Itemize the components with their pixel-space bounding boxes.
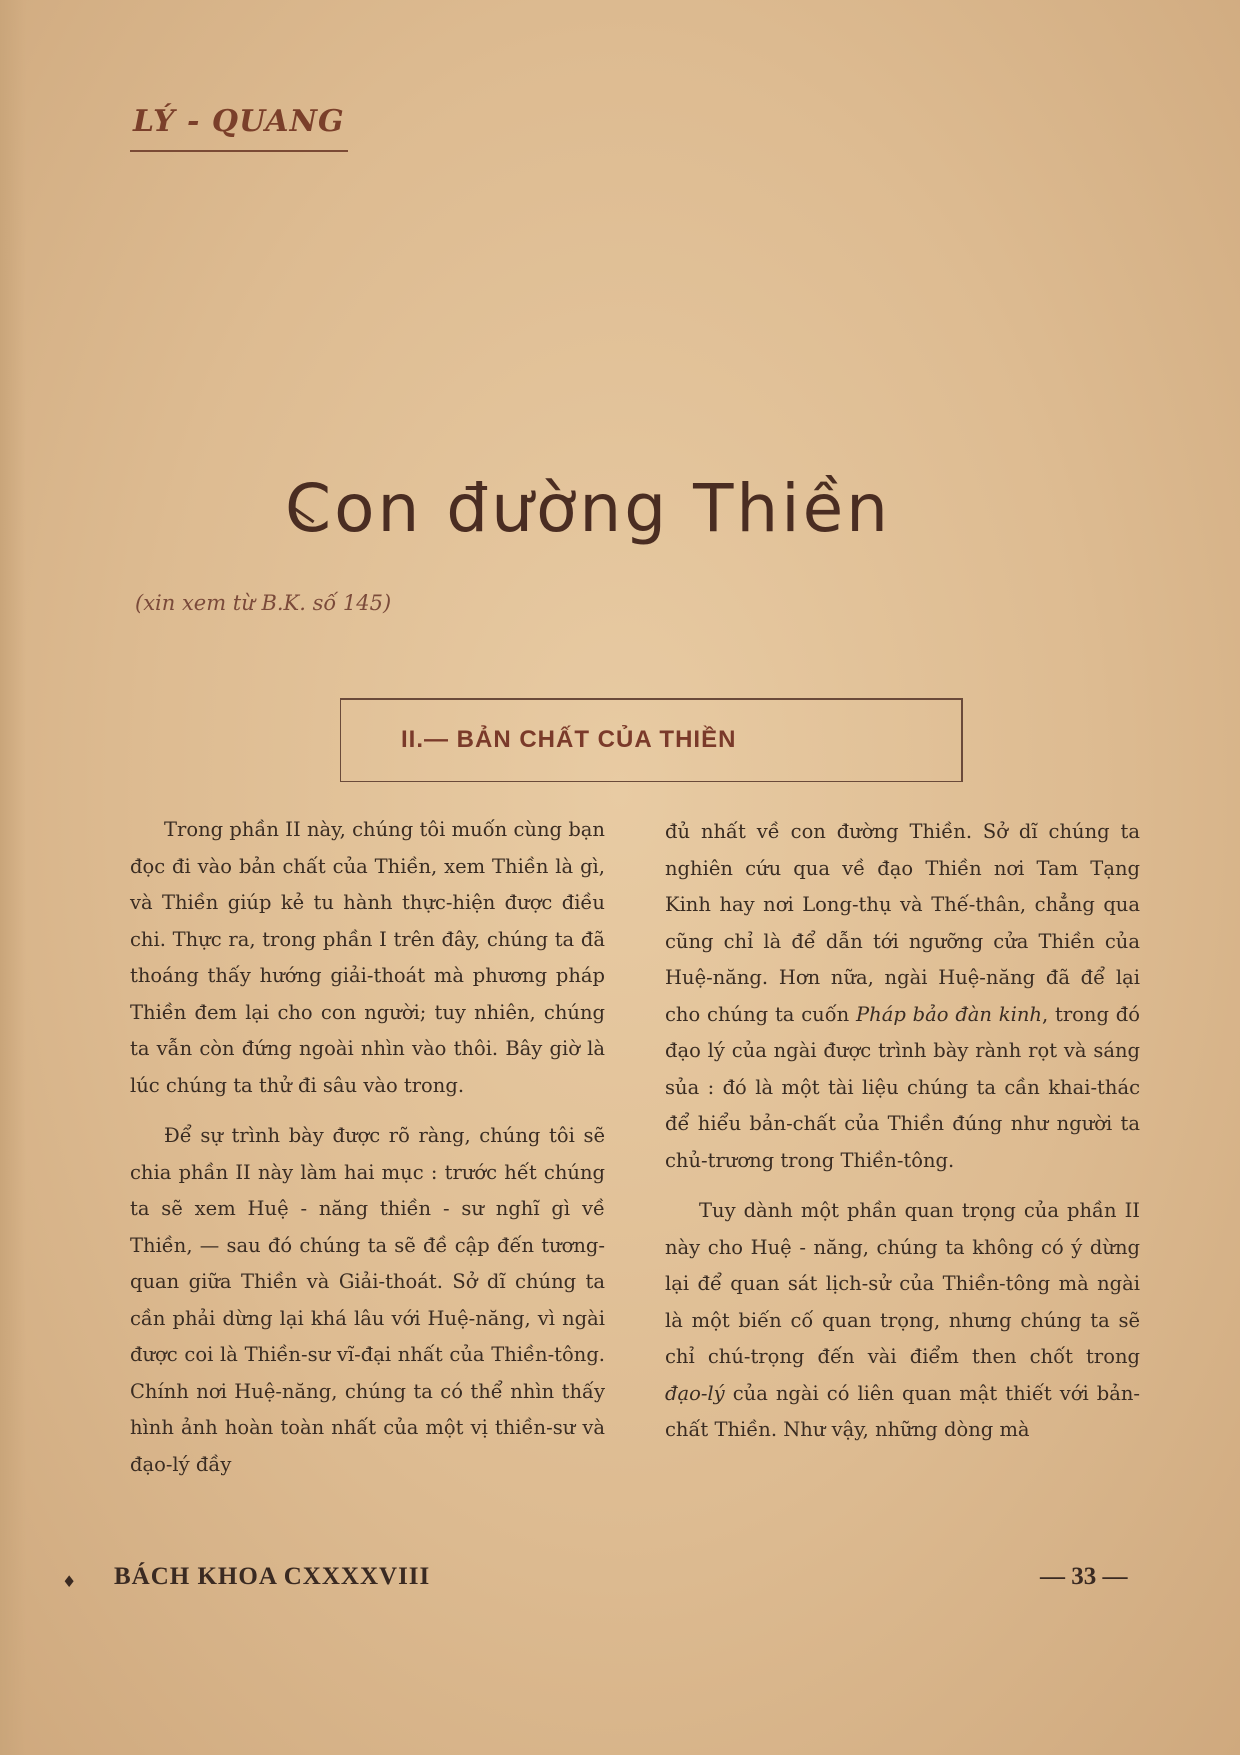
paragraph: Để sự trình bày được rõ ràng, chúng tôi sẽ chia phần II này làm hai mục : trước hết chúng ta sẽ xem Huệ - năng thiền - sư nghĩ gì về Thiền, — sau đó chúng ta sẽ đề cập đến tương-quan giữa Thiền và Giải-thoát. Sở dĩ chúng ta cần phải dừng lại khá lâu với Huệ-năng, vì ngài được coi là Thiền-sư vĩ-đại nhất của Thiền-tông. Chính nơi Huệ-năng, chúng ta có thể nhìn thấy hình ảnh hoàn toàn nhất của một vị thiền-sư và đạo-lý đầy (130, 1124, 605, 1476)
article-title: Con đường Thiền (285, 470, 891, 547)
paragraph (665, 814, 1140, 1179)
text-column-left (130, 812, 605, 1497)
journal-name: BÁCH KHOA CXXXXVIII (114, 1563, 431, 1590)
section-rule-top (341, 698, 961, 700)
author-name: LÝ - QUANG (133, 104, 345, 139)
section-heading-box (340, 698, 963, 782)
text-column-right (665, 814, 1140, 1463)
text-run: đủ nhất về con đường Thiền. Sở dĩ chúng ta nghiên cứu qua về đạo Thiền nơi Tam Tạng Kinh hay nơi Long-thụ và Thế-thân, chẳng qua cũng chỉ là để dẫn tới ngưỡng cửa Thiền của Huệ-năng. Hơn nữa, ngài Huệ-năng đã để lại cho chúng ta cuốn (665, 820, 1140, 1026)
bullet-mark: ♦ (62, 1572, 77, 1591)
text-run: , trong đó đạo lý của ngài được trình bày rành rọt và sáng sủa : đó là một tài liệu chúng ta cần khai-thác để hiểu bản-chất của Thiền đúng như người ta chủ-trương trong Thiền-tông. (665, 1002, 1140, 1172)
series-reference: (xin xem từ B.K. số 145) (135, 591, 392, 615)
section-heading: II.— BẢN CHẤT CỦA THIỀN (401, 726, 737, 753)
text-run: Tuy dành một phần quan trọng của phần II này cho Huệ - năng, chúng ta không có ý dừng lại để quan sát lịch-sử của Thiền-tông mà ngài là một biến cố quan trọng, nhưng chúng ta sẽ chỉ chú-trọng đến vài điểm then chốt trong (665, 1199, 1140, 1368)
section-rule-bottom (341, 781, 961, 783)
text-run: của ngài có liên quan mật thiết với bản-chất Thiền. Như vậy, những dòng mà (665, 1381, 1140, 1441)
book-title: Pháp bảo đàn kinh (856, 1002, 1042, 1026)
page-number: — 33 — (1040, 1563, 1128, 1590)
paragraph (665, 1193, 1140, 1449)
emphasis: đạo-lý (665, 1381, 725, 1405)
paragraph: Trong phần II này, chúng tôi muốn cùng bạn đọc đi vào bản chất của Thiền, xem Thiền là gì, và Thiền giúp kẻ tu hành thực-hiện được điều chi. Thực ra, trong phần I trên đây, chúng ta đã thoáng thấy hướng giải-thoát mà phương pháp Thiền đem lại cho con người; tuy nhiên, chúng ta vẫn còn đứng ngoài nhìn vào thôi. Bây giờ là lúc chúng ta thử đi sâu vào trong. (130, 818, 605, 1097)
author-underline (130, 150, 348, 152)
